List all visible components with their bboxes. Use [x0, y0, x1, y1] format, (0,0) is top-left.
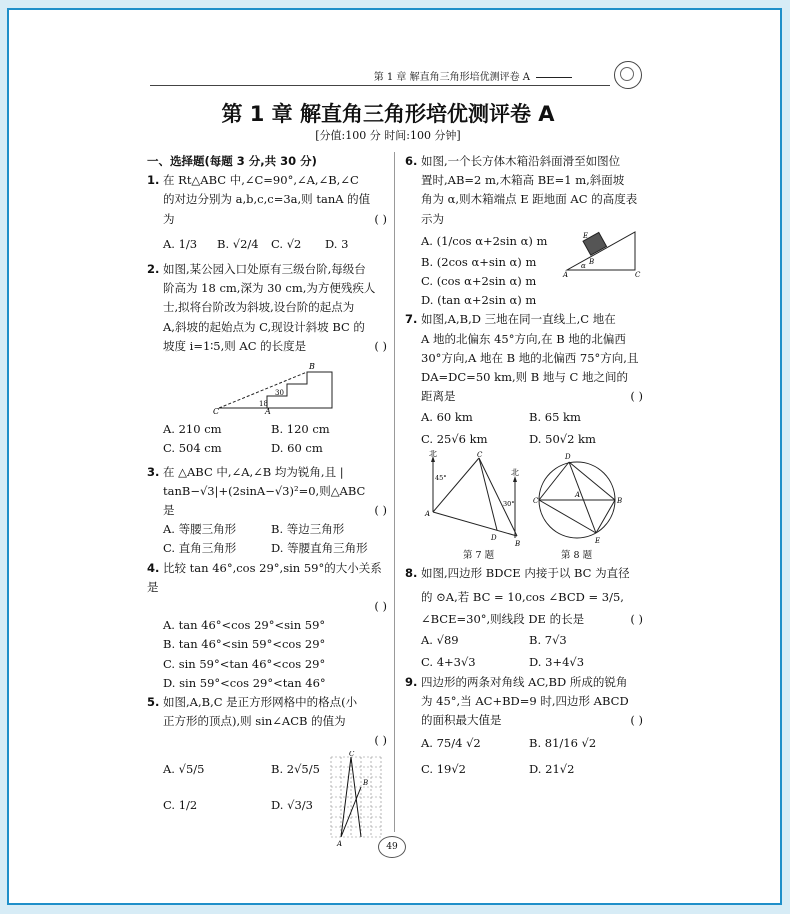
option: D. 50√2 km [529, 432, 596, 447]
option: B. 2√5/5 [271, 761, 320, 776]
page-title: 第 1 章 解直角三角形培优测评卷 A [221, 102, 555, 126]
question-7: 7. 如图,A,B,D 三地在同一直线上,C 地在 A 地的北偏东 45°方向,在 B 地的北偏西 30°方向,A 地在 B 地的北偏西 75°方向,且 DA=DC=50 km,则 B 地与 C 地之间的 距离是 ( ) A. 60 km B. 65 km C. 25√6 km D. 50√2 km [405, 310, 643, 450]
option: C. 19√2 [421, 762, 466, 777]
question-2: 2. 如图,某公园入口处原有三级台阶,每级台 阶高为 18 cm,深为 30 cm,为方便残疾人 士,拟将台阶改为斜坡,设台阶的起点为 A,斜坡的起始点为 C,现设计斜坡 BC 的 坡度 i=1∶5,则 AC 的长度是 ( ) B C A 30 18 A. 210 cm B. 120 cm C. 504 cm D. 60 cm [147, 260, 387, 459]
option: A. √89 [421, 632, 459, 647]
option: A. 1/3 [163, 236, 198, 251]
option: D. √3/3 [271, 797, 313, 812]
running-header: 第 1 章 解直角三角形培优测评卷 A [150, 73, 610, 86]
option: B. 等边三角形 [271, 522, 345, 537]
label-A: A [265, 407, 271, 415]
label-C: C [349, 751, 355, 759]
question-3: 3. 在 △ABC 中,∠A,∠B 均为锐角,且 | tanB−√3|+(2sinA−√3)²=0,则△ABC 是 ( ) A. 等腰三角形 B. 等边三角形 C. 直角三角形 D. 等腰直角三角形 [147, 463, 387, 559]
option: B. (2cos α+sin α) m [421, 254, 537, 269]
label-B: B [617, 497, 623, 506]
option: C. 直角三角形 [163, 541, 237, 556]
label-A: A [425, 510, 431, 519]
figure-8-caption: 第 8 题 [561, 550, 593, 562]
figures-7-8 [405, 450, 643, 564]
option: C. 504 cm [163, 441, 222, 456]
option: B. 81/16 √2 [529, 736, 597, 751]
grid-figure [327, 751, 387, 847]
publisher-seal-icon [614, 61, 642, 89]
question-4: 4. 比较 tan 46°,cos 29°,sin 59°的大小关系是 ( ) A. tan 46°<cos 29°<sin 59° B. tan 46°<sin 59°<cos 29° C. sin 59°<tan 46°<cos 29° D. sin 59°<cos 29°<tan 46° [147, 559, 387, 693]
option: C. 1/2 [163, 797, 198, 812]
label-B: B [589, 258, 595, 266]
option: A. 60 km [421, 410, 473, 425]
question-9: 9. 四边形的两条对角线 AC,BD 所成的锐角 为 45°,当 AC+BD=9 时,四边形 ABCD 的面积最大值是 ( ) A. 75/4 √2 B. 81/16 √2 C. 19√2 D. 21√2 [405, 673, 643, 783]
question-1: 1. 在 Rt△ABC 中,∠C=90°,∠A,∠B,∠C 的对边分别为 a,b,c,c=3a,则 tanA 的值 为 ( ) A. 1/3 B. √2/4 C. √2 D. 3 [147, 171, 387, 254]
option: C. √2 [271, 236, 302, 251]
dim-18: 18 [259, 400, 268, 409]
option: D. 3+4√3 [529, 654, 585, 669]
option: C. 4+3√3 [421, 654, 476, 669]
option: A. 等腰三角形 [163, 522, 237, 537]
angle-label: 45° [435, 474, 447, 483]
label-C: C [533, 497, 539, 506]
option: B. 120 cm [271, 422, 330, 437]
option: B. tan 46°<sin 59°<cos 29° [163, 637, 326, 652]
option: C. 25√6 km [421, 432, 488, 447]
option: B. 65 km [529, 410, 581, 425]
dim-30: 30 [275, 389, 284, 398]
question-8: 8. 如图,四边形 BDCE 内接于以 BC 为直径 的 ⊙A,若 BC = 10,cos ∠BCD = 3/5, ∠BCE=30°,则线段 DE 的长是 ( ) A. √89 B. 7√3 C. 4+3√3 D. 3+4√3 [405, 564, 643, 672]
label-E: E [595, 537, 601, 546]
option: B. 7√3 [529, 632, 567, 647]
right-column [405, 152, 643, 782]
left-column [147, 152, 387, 848]
option: D. 等腰直角三角形 [271, 541, 368, 556]
label-B: B [515, 540, 521, 549]
option: A. tan 46°<cos 29°<sin 59° [163, 618, 326, 633]
option: A. 210 cm [163, 422, 222, 437]
label-B: B [363, 779, 369, 788]
angle-label: 30° [503, 500, 515, 509]
option: B. √2/4 [217, 236, 259, 251]
stairs-figure [147, 356, 387, 414]
subtitle: [分值:100 分 时间:100 分钟] [315, 129, 461, 142]
option: A. √5/5 [163, 761, 205, 776]
question-5: 5. 如图,A,B,C 是正方形网格中的格点(小 正方形的顶点),则 sin∠ACB 的值为 ( ) A. √5/5 B. 2√5/5 C. 1/2 D. √3/3 C B A [147, 695, 387, 848]
label-A: A [337, 840, 343, 848]
ramp-figure [557, 226, 647, 278]
north-label: 北 [511, 468, 519, 478]
label-C: C [635, 271, 641, 278]
figure-7 [405, 450, 641, 550]
north-label: 北 [429, 450, 437, 459]
label-E: E [583, 232, 589, 240]
label-D: D [491, 534, 497, 543]
column-divider [394, 152, 395, 832]
label-C: C [477, 451, 483, 460]
option: D. 3 [325, 236, 349, 251]
option: D. sin 59°<cos 29°<tan 46° [163, 675, 326, 690]
option: D. 21√2 [529, 762, 575, 777]
option: A. 75/4 √2 [421, 736, 481, 751]
label-A: A [563, 271, 569, 278]
option: C. sin 59°<tan 46°<cos 29° [163, 656, 326, 671]
figure-7-caption: 第 7 题 [463, 550, 495, 562]
page-number: 49 [378, 836, 406, 858]
section-heading: 一、选择题(每题 3 分,共 30 分) [147, 154, 317, 168]
option: A. (1/cos α+2sin α) m [421, 233, 548, 248]
option: C. (cos α+2sin α) m [421, 274, 537, 289]
label-B: B [309, 362, 315, 372]
label-C: C [213, 407, 220, 415]
option: D. (tan α+2sin α) m [421, 293, 537, 308]
label-D: D [565, 453, 571, 462]
question-6: 6. 如图,一个长方体木箱沿斜面滑至如图位 置时,AB=2 m,木箱高 BE=1 m,斜面坡 角为 α,则木箱端点 E 距地面 AC 的高度表 示为 A. (1/cos α+2sin α) m B. (2cos α+sin α) m C. (cos α+2sin α) m D. (tan α+2sin α) m E B A C α [405, 152, 643, 310]
label-alpha: α [581, 262, 586, 270]
option: D. 60 cm [271, 441, 323, 456]
label-A: A [575, 491, 581, 500]
